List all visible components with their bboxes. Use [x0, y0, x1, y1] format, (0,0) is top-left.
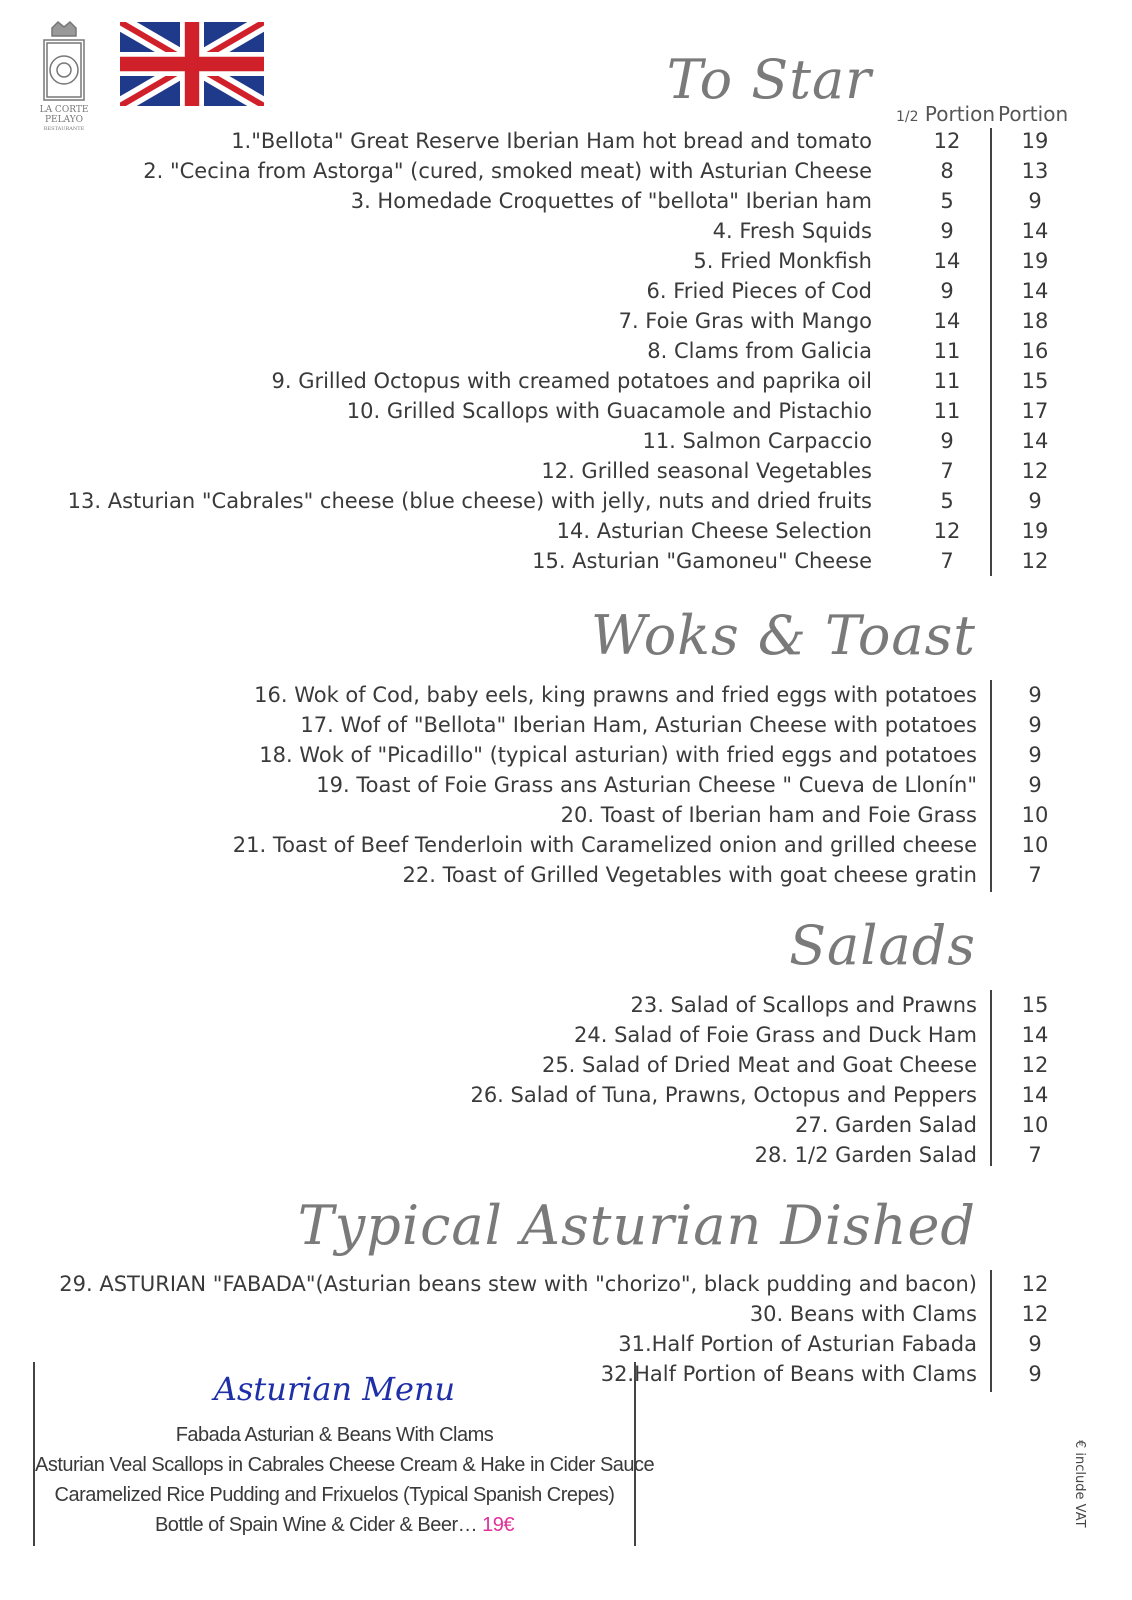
dish-name: 11. Salmon Carpaccio [642, 429, 872, 453]
starter-item [0, 246, 872, 276]
asturian-menu-line-3: Caramelized Rice Pudding and Frixuelos (Typical Spanish Crepes) [54, 1484, 615, 1506]
wok-toast-item [0, 680, 977, 710]
dish-name: 32.Half Portion of Beans with Clams [600, 1362, 977, 1386]
dish-name: 22. Toast of Grilled Vegetables with goat cheese gratin [402, 863, 977, 887]
starter-item [0, 276, 872, 306]
dish-name: 5. Fried Monkfish [693, 249, 872, 273]
logo-text-2: PELAYO [44, 115, 84, 125]
dish-name: 12. Grilled seasonal Vegetables [541, 459, 872, 483]
half-portion-price: 14 [933, 309, 961, 333]
dish-name: 18. Wok of "Picadillo" (typical asturian) with fried eggs and potatoes [259, 743, 977, 767]
starter-item [0, 366, 872, 396]
half-portion-price: 7 [940, 549, 954, 573]
dish-name: 6. Fried Pieces of Cod [646, 279, 872, 303]
starter-item [0, 306, 872, 336]
starter-item [0, 186, 872, 216]
asturian-menu-line-1: Fabada Asturian & Beans With Clams [175, 1424, 494, 1446]
full-portion-price: 9 [1028, 189, 1042, 213]
typical-item [0, 1299, 977, 1329]
dish-name: 16. Wok of Cod, baby eels, king prawns and fried eggs with potatoes [254, 683, 977, 707]
dish-name: 19. Toast of Foie Grass ans Asturian Cheese " Cueva de Llonín" [316, 773, 977, 797]
dish-name: 15. Asturian "Gamoneu" Cheese [532, 549, 872, 573]
half-portion-price: 11 [933, 339, 961, 363]
salad-item [0, 1020, 977, 1050]
dish-price: 9 [1028, 773, 1042, 797]
half-portion-price: 12 [933, 129, 961, 153]
typical-column-divider [990, 1270, 992, 1392]
vat-note: € include VAT [1072, 1440, 1087, 1528]
half-portion-price: 8 [940, 159, 954, 183]
woks-column-divider [990, 680, 992, 892]
asturian-menu-price: 19€ [482, 1514, 515, 1536]
full-portion-price: 19 [1021, 249, 1049, 273]
full-portion-price: 14 [1021, 429, 1049, 453]
dish-price: 9 [1028, 1332, 1042, 1356]
dish-name: 21. Toast of Beef Tenderloin with Caramelized onion and grilled cheese [232, 833, 977, 857]
starter-item [0, 126, 872, 156]
dish-price: 10 [1021, 803, 1049, 827]
dish-name: 24. Salad of Foie Grass and Duck Ham [574, 1023, 977, 1047]
dish-name: 14. Asturian Cheese Selection [556, 519, 872, 543]
dish-name: 20. Toast of Iberian ham and Foie Grass [560, 803, 977, 827]
dish-name: 28. 1/2 Garden Salad [754, 1143, 977, 1167]
half-portion-price: 11 [933, 369, 961, 393]
dish-price: 15 [1021, 993, 1049, 1017]
dish-price: 9 [1028, 743, 1042, 767]
dish-price: 12 [1021, 1272, 1049, 1296]
half-portion-price: 11 [933, 399, 961, 423]
dish-name: 9. Grilled Octopus with creamed potatoes and paprika oil [271, 369, 872, 393]
wok-toast-item [0, 830, 977, 860]
dish-price: 7 [1028, 863, 1042, 887]
dish-price: 7 [1028, 1143, 1042, 1167]
full-portion-price: 15 [1021, 369, 1049, 393]
half-portion-price: 5 [940, 489, 954, 513]
starter-item [0, 486, 872, 516]
typical-item [0, 1269, 977, 1299]
dish-price: 14 [1021, 1083, 1049, 1107]
dish-name: 7. Foie Gras with Mango [618, 309, 872, 333]
dish-price: 9 [1028, 713, 1042, 737]
half-portion-price: 5 [940, 189, 954, 213]
half-portion-price: 7 [940, 459, 954, 483]
full-portion-price: 14 [1021, 219, 1049, 243]
full-portion-price: 12 [1021, 459, 1049, 483]
dish-name: 3. Homedade Croquettes of "bellota" Iberian ham [350, 189, 872, 213]
section-title-salads: Salads [789, 914, 976, 977]
starter-item [0, 336, 872, 366]
asturian-menu-line-2: Asturian Veal Scallops in Cabrales Cheese Cream & Hake in Cider Sauce [35, 1454, 655, 1476]
starter-item [0, 156, 872, 186]
half-portion-price: 9 [940, 279, 954, 303]
starter-item [0, 426, 872, 456]
salad-item [0, 1080, 977, 1110]
full-portion-price: 17 [1021, 399, 1049, 423]
section-title-woks-toast: Woks & Toast [590, 604, 976, 667]
full-portion-price: 12 [1021, 549, 1049, 573]
asturian-menu-line-4-text: Bottle of Spain Wine & Cider & Beer… [154, 1514, 478, 1536]
full-portion-price: 19 [1021, 519, 1049, 543]
full-portion-header: Portion [998, 102, 1069, 126]
logo-text-3: RESTAURANTE [43, 126, 85, 132]
salad-item [0, 990, 977, 1020]
salad-item [0, 1110, 977, 1140]
dish-name: 26. Salad of Tuna, Prawns, Octopus and Peppers [470, 1083, 977, 1107]
half-portion-header [896, 102, 995, 126]
wok-toast-item [0, 770, 977, 800]
wok-toast-item [0, 800, 977, 830]
dish-price: 14 [1021, 1023, 1049, 1047]
full-portion-price: 18 [1021, 309, 1049, 333]
dish-name: 2. "Cecina from Astorga" (cured, smoked meat) with Asturian Cheese [143, 159, 872, 183]
dish-price: 12 [1021, 1053, 1049, 1077]
half-portion-price: 14 [933, 249, 961, 273]
dish-name: 10. Grilled Scallops with Guacamole and Pistachio [346, 399, 872, 423]
salads-column-divider [990, 990, 992, 1166]
starter-item [0, 546, 872, 576]
full-portion-price: 9 [1028, 489, 1042, 513]
dish-price: 10 [1021, 1113, 1049, 1137]
starter-item [0, 396, 872, 426]
dish-name: 17. Wof of "Bellota" Iberian Ham, Asturian Cheese with potatoes [300, 713, 977, 737]
typical-item [0, 1329, 977, 1359]
wok-toast-item [0, 710, 977, 740]
dish-price: 9 [1028, 683, 1042, 707]
asturian-menu-line-4 [35, 1514, 634, 1537]
dish-name: 31.Half Portion of Asturian Fabada [618, 1332, 977, 1356]
dish-name: 4. Fresh Squids [712, 219, 872, 243]
dish-name: 1."Bellota" Great Reserve Iberian Ham hot bread and tomato [231, 129, 872, 153]
restaurant-logo [38, 18, 90, 143]
dish-name: 13. Asturian "Cabrales" cheese (blue cheese) with jelly, nuts and dried fruits [67, 489, 872, 513]
half-portion-price: 9 [940, 429, 954, 453]
full-portion-price: 16 [1021, 339, 1049, 363]
wok-toast-item [0, 860, 977, 890]
salad-item [0, 1050, 977, 1080]
half-portion-price: 9 [940, 219, 954, 243]
starter-item [0, 516, 872, 546]
dish-name: 8. Clams from Galicia [647, 339, 872, 363]
full-portion-price: 13 [1021, 159, 1049, 183]
logo-text-1: LA CORTE [39, 105, 89, 115]
asturian-menu-box [33, 1362, 655, 1546]
section-title-typical-asturian: Typical Asturian Dished [297, 1194, 976, 1257]
asturian-menu-title: Asturian Menu [213, 1370, 456, 1408]
dish-name: 29. ASTURIAN "FABADA"(Asturian beans stew with "chorizo", black pudding and bacon) [59, 1272, 977, 1296]
full-portion-price: 14 [1021, 279, 1049, 303]
dish-name: 27. Garden Salad [795, 1113, 977, 1137]
wok-toast-item [0, 740, 977, 770]
starters-column-divider [990, 128, 992, 576]
half-portion-price: 12 [933, 519, 961, 543]
full-portion-price: 19 [1021, 129, 1049, 153]
starter-item [0, 456, 872, 486]
dish-price: 10 [1021, 833, 1049, 857]
section-title-starters: To Star [666, 48, 872, 111]
dish-price: 9 [1028, 1362, 1042, 1386]
starter-item [0, 216, 872, 246]
dish-name: 23. Salad of Scallops and Prawns [630, 993, 977, 1017]
salad-item [0, 1140, 977, 1170]
dish-price: 12 [1021, 1302, 1049, 1326]
dish-name: 30. Beans with Clams [749, 1302, 977, 1326]
half-portion-label: Portion [924, 102, 996, 126]
union-jack-flag-icon [120, 22, 264, 106]
dish-name: 25. Salad of Dried Meat and Goat Cheese [541, 1053, 977, 1077]
half-portion-fraction: 1/2 [896, 109, 919, 125]
